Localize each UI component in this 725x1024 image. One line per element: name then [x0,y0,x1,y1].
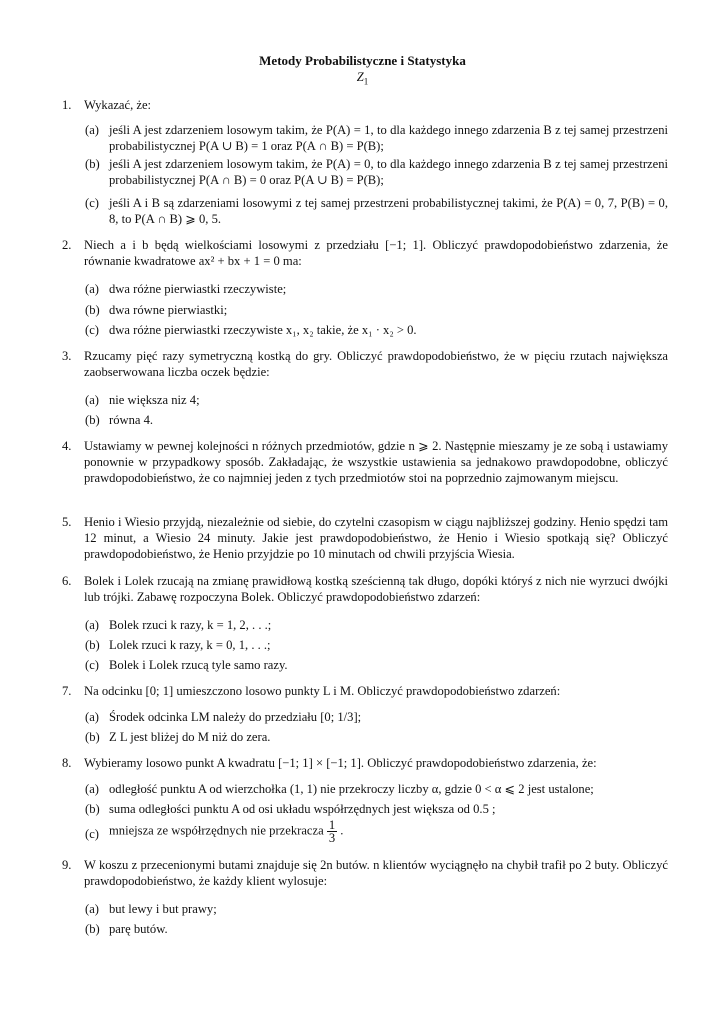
problem-number: 9. [62,858,72,872]
part-text: but lewy i but prawy; [109,902,217,916]
problem-3-part-a [85,392,668,408]
problem-2-part-a [85,281,668,297]
problem-7-part-a [85,709,668,725]
problem-8-part-a [85,781,668,797]
problem-6 [62,573,668,605]
part-text: dwa różne pierwiastki rzeczywiste x₁, x₂ takie, że x₁ · x₂ > 0. [109,323,417,337]
problem-number: 7. [62,684,72,698]
problem-text: Henio i Wiesio przyjdą, niezależnie od siebie, do czytelni czasopism w ciągu najbliższej godziny. Henio spędzi tam 12 minut, a Wiesio 24 minuty. Jakie jest prawdopodobieństwo, że Henio i Wiesio spotkają się? Obliczyć prawdopodobieństwo, że Henio przyjdzie po 10 minutach od chwili przyjścia Wiesia. [84,515,668,561]
part-text: Bolek rzuci k razy, k = 1, 2, . . .; [109,618,272,632]
problem-2-part-b [85,302,668,318]
problem-number: 6. [62,574,72,588]
problem-1-part-a [85,122,668,154]
part-text: jeśli A jest zdarzeniem losowym takim, że P(A) = 1, to dla każdego innego zdarzenia B z tej samej przestrzeni probabilistycznej P(A ∪ B) = 1 oraz P(A ∩ B) = P(B); [109,123,668,153]
part-text: dwa różne pierwiastki rzeczywiste; [109,282,287,296]
part-text: mniejsza ze współrzędnych nie przekracza [109,823,324,838]
page-title: Metody Probabilistyczne i Statystyka [259,53,466,68]
problem-text: Rzucamy pięć razy symetryczną kostką do gry. Obliczyć prawdopodobieństwo, że w pięciu rzutach największa zaobserwowana liczba oczek będzie: [84,349,668,379]
problem-text: Ustawiamy w pewnej kolejności n różnych przedmiotów, gdzie n ⩾ 2. Następnie mieszamy je ze sobą i ustawiamy ponownie w przypadkowy sposób. Zakładając, że wszystkie ustawienia sa jednakowo prawdopodobne, obliczyć prawdopodobieństwo, że co najmniej jeden z tych przedmiotów stoi na poprzednio zajmowanym miejscu. [84,439,668,485]
subtitle-letter: Z [356,70,364,84]
part-label: (b) [85,638,100,652]
problem-4 [62,438,668,486]
part-text-end: . [337,823,344,838]
part-label: (a) [85,902,99,916]
problem-1-part-b [85,156,668,188]
part-text: równa 4. [109,413,154,427]
problem-text: W koszu z przecenionymi butami znajduje się 2n butów. n klientów wyciągnęło na chybił trafił po 2 buty. Obliczyć prawdopodobieństwo, że każdy klient wylosuje: [84,858,668,888]
part-label: (a) [85,282,99,296]
problem-text: Niech a i b będą wielkościami losowymi z przedziału [−1; 1]. Obliczyć prawdopodobieństwo zdarzenia, że równanie kwadratowe ax² + bx + 1 = 0 ma: [84,238,668,268]
problem-3-part-b [85,412,668,428]
problem-number: 8. [62,756,72,770]
page-subtitle [0,69,725,90]
problem-number: 1. [62,98,72,112]
problem-8 [62,755,668,771]
fraction [327,819,337,844]
problem-6-part-b [85,637,668,653]
part-text: Bolek i Lolek rzucą tyle samo razy. [109,658,288,672]
part-label: (a) [85,123,99,137]
problem-3 [62,348,668,380]
part-label: (b) [85,157,100,171]
part-label: (a) [85,782,99,796]
part-label: (b) [85,730,100,744]
problem-text: Wykazać, że: [84,98,152,112]
part-text: suma odległości punktu A od osi układu współrzędnych jest większa od 0.5 ; [109,802,496,816]
problem-9 [62,857,668,889]
part-text: Lolek rzuci k razy, k = 0, 1, . . .; [109,638,271,652]
part-text: Środek odcinka LM należy do przedziału [0; 1/3]; [109,710,362,724]
subtitle-index: 1 [363,76,369,87]
part-label: (b) [85,802,100,816]
part-label: (a) [85,710,99,724]
problem-8-part-b [85,801,668,817]
part-text: nie większa niz 4; [109,393,200,407]
part-text: odległość punktu A od wierzchołka (1, 1) nie przekroczy liczby α, gdzie 0 < α ⩽ 2 jest ustalone; [109,782,594,796]
problem-2 [62,237,668,269]
problem-number: 4. [62,439,72,453]
problem-1 [62,97,668,113]
problem-5 [62,514,668,562]
part-label: (b) [85,413,100,427]
part-label: (a) [85,393,99,407]
part-text: jeśli A jest zdarzeniem losowym takim, że P(A) = 0, to dla każdego innego zdarzenia B z tej samej przestrzeni probabilistycznej P(A ∩ B) = 0 oraz P(A ∪ B) = P(B); [109,157,668,187]
problem-1-part-c [85,195,668,227]
part-text: dwa równe pierwiastki; [109,303,228,317]
part-label: (c) [85,827,99,841]
problem-6-part-c [85,657,668,673]
problem-text: Na odcinku [0; 1] umieszczono losowo punkty L i M. Obliczyć prawdopodobieństwo zdarzeń: [84,684,561,698]
problem-number: 5. [62,515,72,529]
part-label: (b) [85,303,100,317]
fraction-denominator: 3 [328,831,336,845]
part-label: (b) [85,922,100,936]
part-label: (c) [85,323,99,337]
problem-2-part-c [85,322,668,338]
problem-text: Bolek i Lolek rzucają na zmianę prawidłową kostką sześcienną tak długo, dopóki któryś z nich nie wyrzuci dwójki lub trójki. Zabawę rozpoczyna Bolek. Obliczyć prawdopodobieństwo zdarzeń: [84,574,668,604]
problem-9-part-a [85,901,668,917]
part-label: (c) [85,658,99,672]
fraction-numerator: 1 [328,818,336,832]
part-text: jeśli A i B są zdarzeniami losowymi z tej samej przestrzeni probabilistycznej takimi, że P(A) = 0, 7, P(B) = 0, 8, to P(A ∩ B) ⩾ 0, 5. [109,196,668,226]
part-text: parę butów. [109,922,168,936]
problem-8-part-c [85,818,668,845]
problem-7 [62,683,668,699]
problem-6-part-a [85,617,668,633]
problem-9-part-b [85,921,668,937]
problem-number: 3. [62,349,72,363]
problem-text: Wybieramy losowo punkt A kwadratu [−1; 1] × [−1; 1]. Obliczyć prawdopodobieństwo zdarzenia, że: [84,756,597,770]
problem-7-part-b [85,729,668,745]
part-label: (a) [85,618,99,632]
part-text: Z L jest bliżej do M niż do zera. [109,730,271,744]
part-label: (c) [85,196,99,210]
problem-number: 2. [62,238,72,252]
